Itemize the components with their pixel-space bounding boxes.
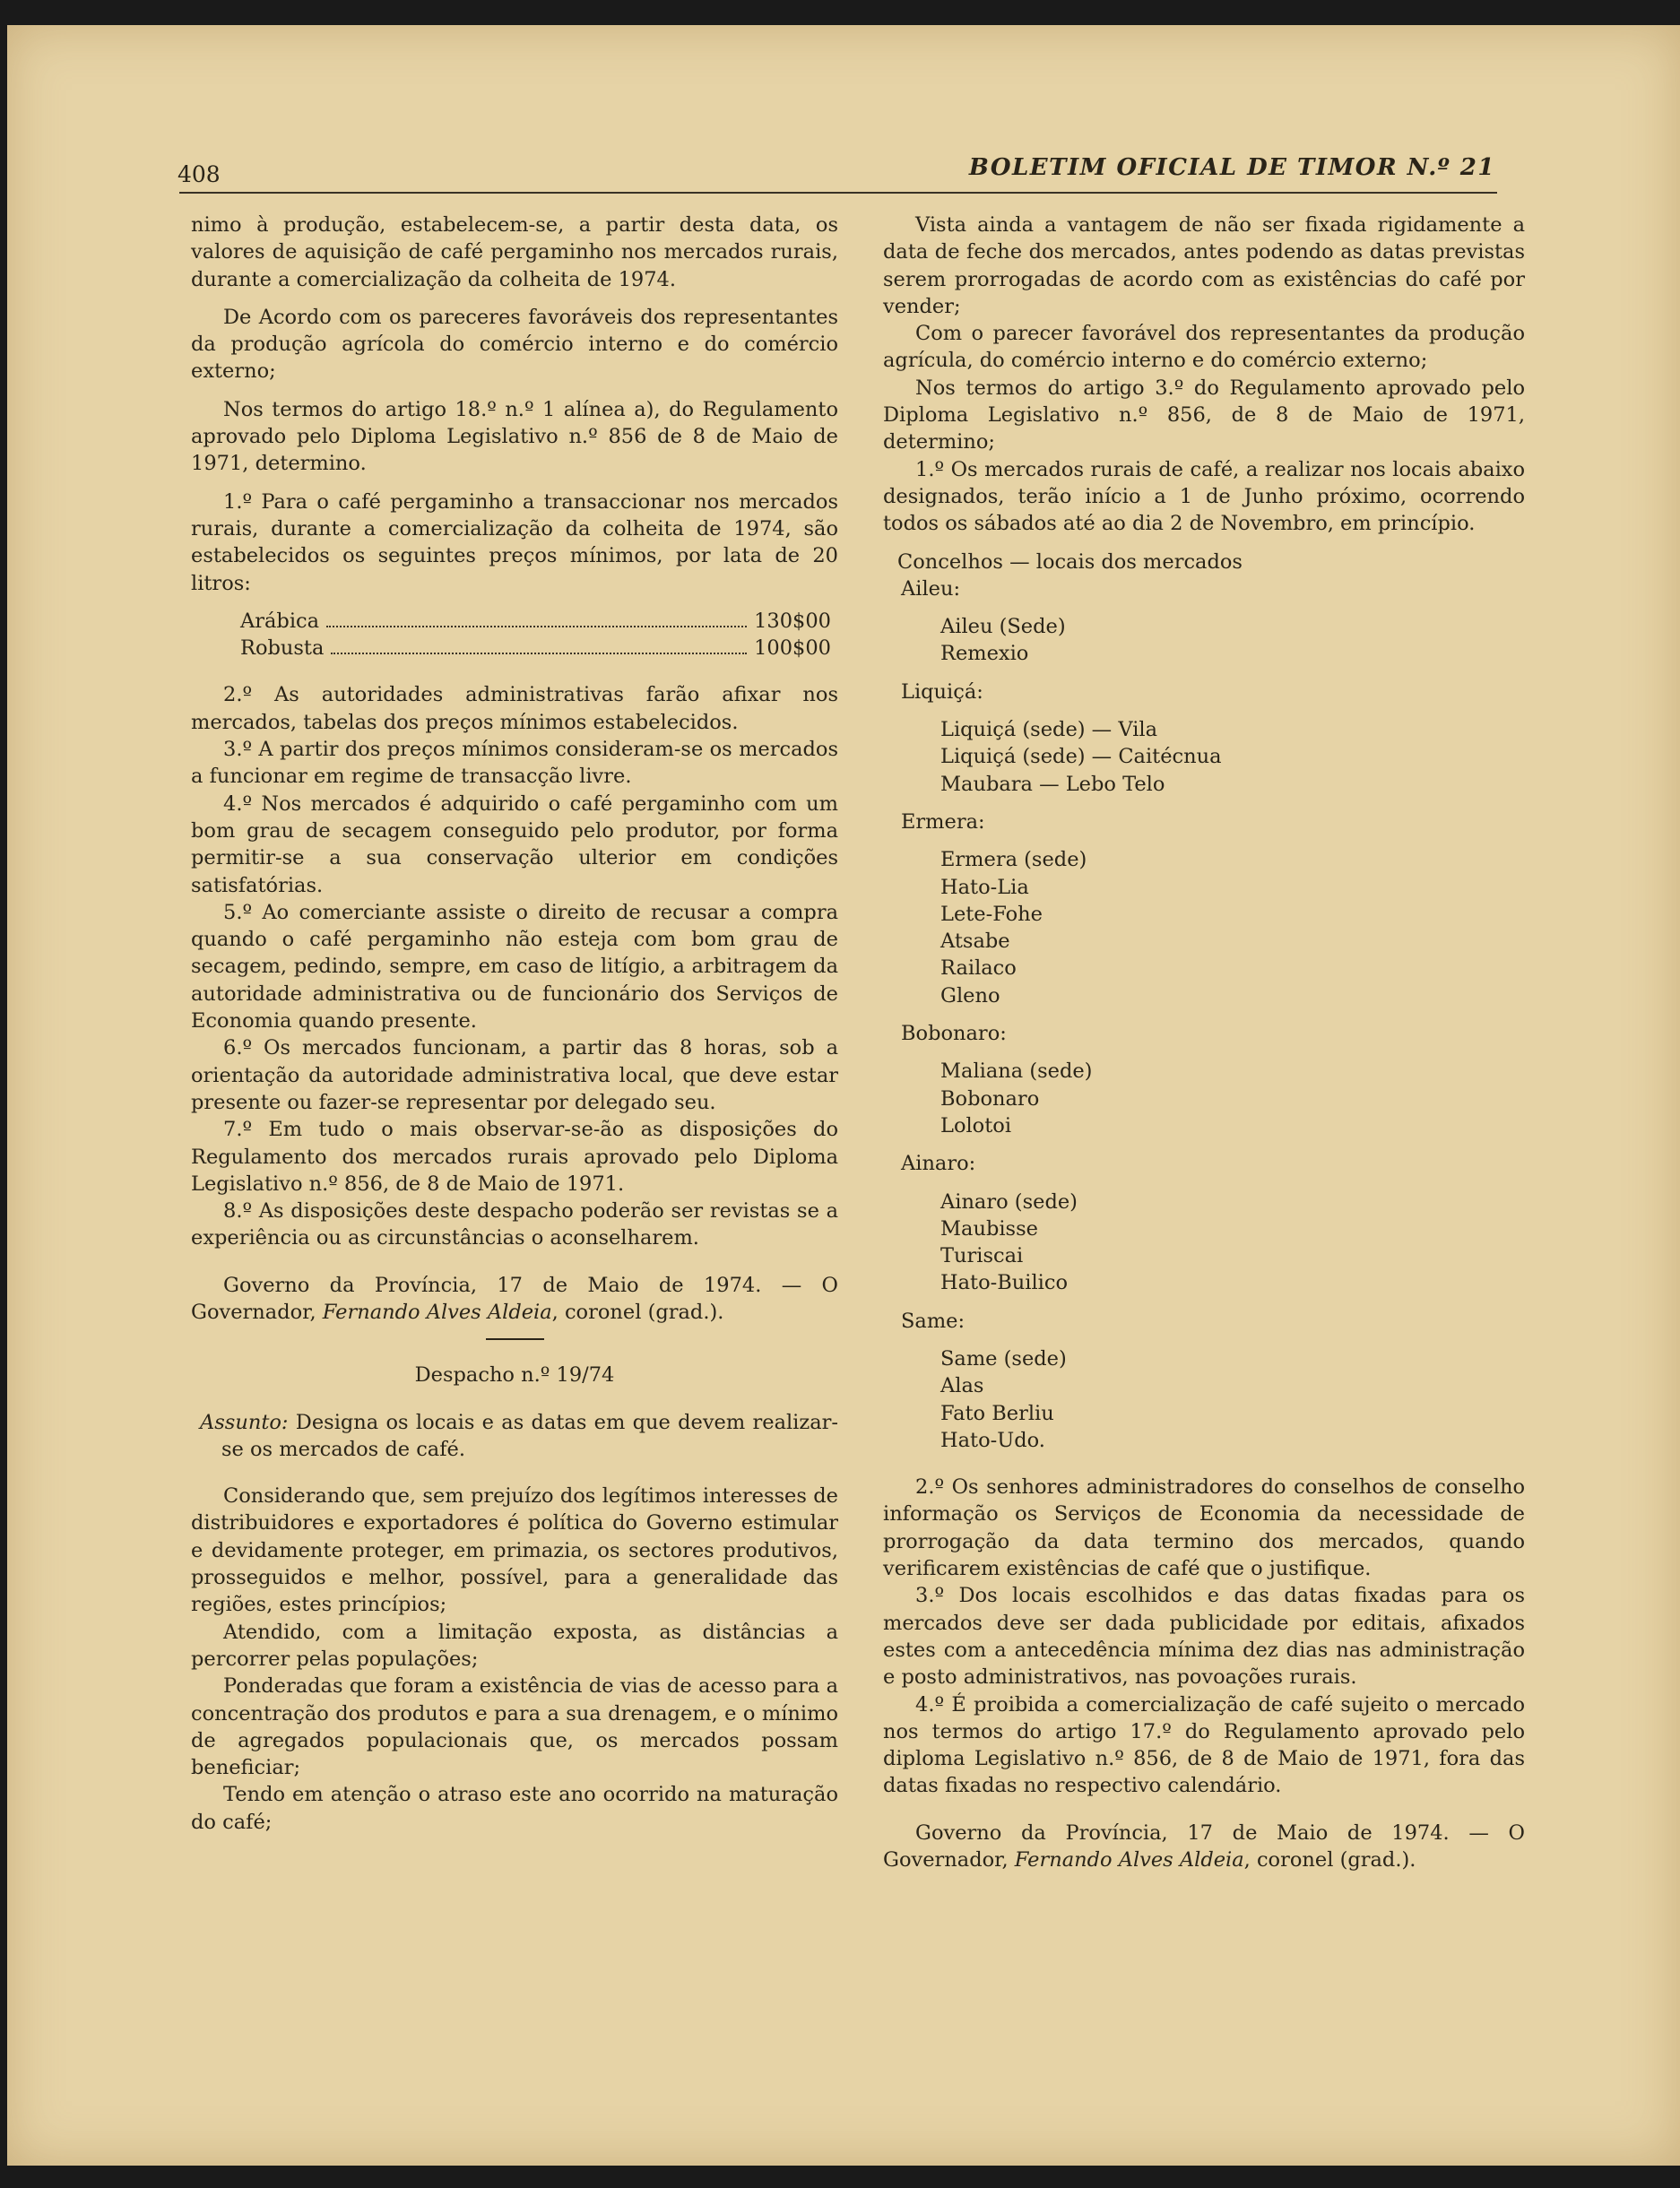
section-divider (486, 1338, 544, 1340)
signature-block (191, 1272, 838, 1327)
paragraph-parecer: Com o parecer favorável dos representantes da produção agrícula, do comércio interno e do comércio externo; (883, 322, 1525, 373)
market-local: Gleno (940, 983, 1000, 1008)
markets-list (883, 575, 1525, 1454)
market-local: Railaco (940, 956, 1017, 981)
market-local: Atsabe (940, 930, 1010, 954)
paragraph-atendido: Atendido, com a limitação exposta, as distâncias a percorrer pelas populações; (191, 1620, 838, 1671)
price-list (191, 608, 838, 662)
right-column (883, 212, 1525, 1873)
paragraph-item-6: 6.º Os mercados funcionam, a partir das 8 horas, sob a orientação da autoridade administrativa local, que deve estar presente ou fazer-se representar por delegado seu. (191, 1036, 838, 1114)
market-local: Lete-Fohe (940, 902, 1043, 926)
paragraph-ponderadas: Ponderadas que foram a existência de vias de acesso para a concentração dos produtos e para a sua drenagem, e o mínimo de agregados populacionais que, os mercados possam beneficiar; (191, 1674, 838, 1780)
paragraph-item-3: 3.º Dos locais escolhidos e das datas fixadas para os mercados deve ser dada publicidade por editais, afixados estes com a antecedência mínima dez dias nas administração e posto administrativos, nas povoações rurais. (883, 1584, 1525, 1690)
price-value: 130$00 (754, 609, 831, 633)
signature-place-date: Governo da Província, 17 de Maio de 1974. — O Governador, (191, 1273, 838, 1324)
markets-heading: Concelhos — locais dos mercados (897, 549, 1243, 574)
market-local: Remexio (940, 642, 1029, 666)
dot-leader (331, 653, 747, 654)
paragraph-item-4: 4.º Nos mercados é adquirido o café pergaminho com um bom grau de secagem conseguido pelo produtor, por forma permitir-se a sua conservação ulterior em condições satisfatórias. (191, 791, 838, 897)
market-local: Maubisse (940, 1216, 1038, 1241)
signature-block (883, 1820, 1525, 1874)
market-local: Ainaro (sede) (940, 1189, 1078, 1214)
paragraph-item-5: 5.º Ao comerciante assiste o direito de recusar a compra quando o café pergaminho não esteja com bom grau de secagem, pedindo, sempre, em caso de litígio, a arbitragem da autoridade administrativa ou de funcionário dos Serviços de Economia quando presente. (191, 900, 838, 1033)
signature-place-date: Governo da Província, 17 de Maio de 1974. — O Governador, (883, 1820, 1525, 1872)
paragraph-item-4: 4.º É proibida a comercialização de café sujeito o mercado nos termos do artigo 17.º do Regulamento aprovado pelo diploma Legislativo n.º 856, de 8 de Maio de 1971, fora das datas fixadas no respectivo calendário. (883, 1692, 1525, 1798)
paragraph-vista: Vista ainda a vantagem de não ser fixada rigidamente a data de feche dos mercados, antes podendo as datas previstas serem prorrogadas de acordo com as existências do café por vender; (883, 213, 1525, 318)
market-local: Aileu (Sede) (940, 615, 1066, 639)
market-local: Maliana (sede) (940, 1059, 1093, 1084)
paragraph-item-2: 2.º As autoridades administrativas farão afixar nos mercados, tabelas dos preços mínimos estabelecidos. (191, 683, 838, 734)
page-header (169, 154, 1495, 190)
left-column (191, 212, 838, 1836)
page-number: 408 (178, 161, 221, 187)
concelho-name: Bobonaro: (901, 1022, 1007, 1046)
signature-name: Fernando Alves Aldeia (1014, 1848, 1244, 1872)
paragraph-considerando: Considerando que, sem prejuízo dos legítimos interesses de distribuidores e exportadores é política do Governo estimular e devidamente proteger, em primazia, os sectores produtivos, prosseguidos e melhor, possível, para a generalidade das regiões, estes princípios; (191, 1484, 838, 1617)
subject-line (200, 1409, 838, 1464)
bulletin-title: BOLETIM OFICIAL DE TIMOR N.º 21 (968, 154, 1495, 181)
subject-label: Assunto: (200, 1410, 289, 1434)
paragraph-item-1: 1.º Os mercados rurais de café, a realizar nos locais abaixo designados, terão início a 1 de Junho próximo, ocorrendo todos os sábados até ao dia 2 de Novembro, em princípio. (883, 457, 1525, 536)
market-local: Hato-Builico (940, 1271, 1068, 1295)
concelho-name: Same: (901, 1309, 966, 1333)
market-local: Bobonaro (940, 1086, 1040, 1111)
paragraph-item-7: 7.º Em tudo o mais observar-se-ão as disposições do Regulamento dos mercados rurais aprovado pelo Diploma Legislativo n.º 856, de 8 de Maio de 1971. (191, 1118, 838, 1196)
signature-name: Fernando Alves Aldeia (322, 1300, 552, 1324)
price-label: Arábica (240, 609, 320, 633)
concelho-name: Liquiçá: (901, 679, 983, 704)
market-local: Lolotoi (940, 1113, 1012, 1137)
concelho-name: Aileu: (901, 576, 961, 601)
market-local: Hato-Udo. (940, 1428, 1045, 1452)
paragraph-termos: Nos termos do artigo 18.º n.º 1 alínea a), do Regulamento aprovado pelo Diploma Legislativo n.º 856 de 8 de Maio de 1971, determino. (191, 397, 838, 476)
price-row (240, 608, 831, 635)
concelho-name: Ainaro: (901, 1152, 976, 1176)
price-label: Robusta (240, 636, 325, 661)
market-local: Maubara — Lebo Telo (940, 772, 1165, 796)
signature-rank: , coronel (grad.). (1243, 1848, 1416, 1872)
paragraph-intro: nimo à produção, estabelecem-se, a partir desta data, os valores de aquisição de café pergaminho nos mercados rurais, durante a comercialização da colheita de 1974. (191, 213, 838, 291)
paragraph-item-8: 8.º As disposições deste despacho poderão ser revistas se a experiência ou as circunstâncias o aconselharem. (191, 1199, 838, 1250)
market-local: Hato-Lia (940, 875, 1029, 899)
paragraph-item-2: 2.º Os senhores administradores do conselhos de conselho informação os Serviços de Economia da necessidade de prorrogação da data termino dos mercados, quando verificarem existências de café que o justifique. (883, 1475, 1525, 1581)
despacho-title: Despacho n.º 19/74 (414, 1363, 615, 1388)
market-local: Alas (940, 1374, 984, 1398)
subject-text: Designa os locais e as datas em que devem realizar-se os mercados de café. (221, 1410, 838, 1461)
market-local: Same (sede) (940, 1346, 1067, 1371)
market-local: Fato Berliu (940, 1401, 1054, 1425)
market-local: Liquiçá (sede) — Vila (940, 718, 1157, 742)
market-local: Ermera (sede) (940, 848, 1087, 872)
market-local: Turiscai (940, 1244, 1024, 1268)
paragraph-acordo: De Acordo com os pareceres favoráveis dos representantes da produção agrícola do comércio interno e do comércio externo; (191, 305, 838, 384)
header-rule (179, 192, 1497, 194)
signature-rank: , coronel (grad.). (551, 1300, 724, 1324)
concelho-name: Ermera: (901, 809, 985, 834)
price-value: 100$00 (754, 636, 831, 661)
price-row (240, 635, 831, 662)
dot-leader (326, 626, 747, 627)
paragraph-termos: Nos termos do artigo 3.º do Regulamento aprovado pelo Diploma Legislativo n.º 856, de 8 de Maio de 1971, determino; (883, 376, 1525, 454)
paragraph-item-3: 3.º A partir dos preços mínimos consideram-se os mercados a funcionar em regime de transacção livre. (191, 738, 838, 789)
paragraph-item-1: 1.º Para o café pergaminho a transaccionar nos mercados rurais, durante a comercialização da colheita de 1974, são estabelecidos os seguintes preços mínimos, por lata de 20 litros: (191, 489, 838, 595)
paragraph-tendo: Tendo em atenção o atraso este ano ocorrido na maturação do café; (191, 1783, 838, 1834)
market-local: Liquiçá (sede) — Caitécnua (940, 745, 1222, 769)
